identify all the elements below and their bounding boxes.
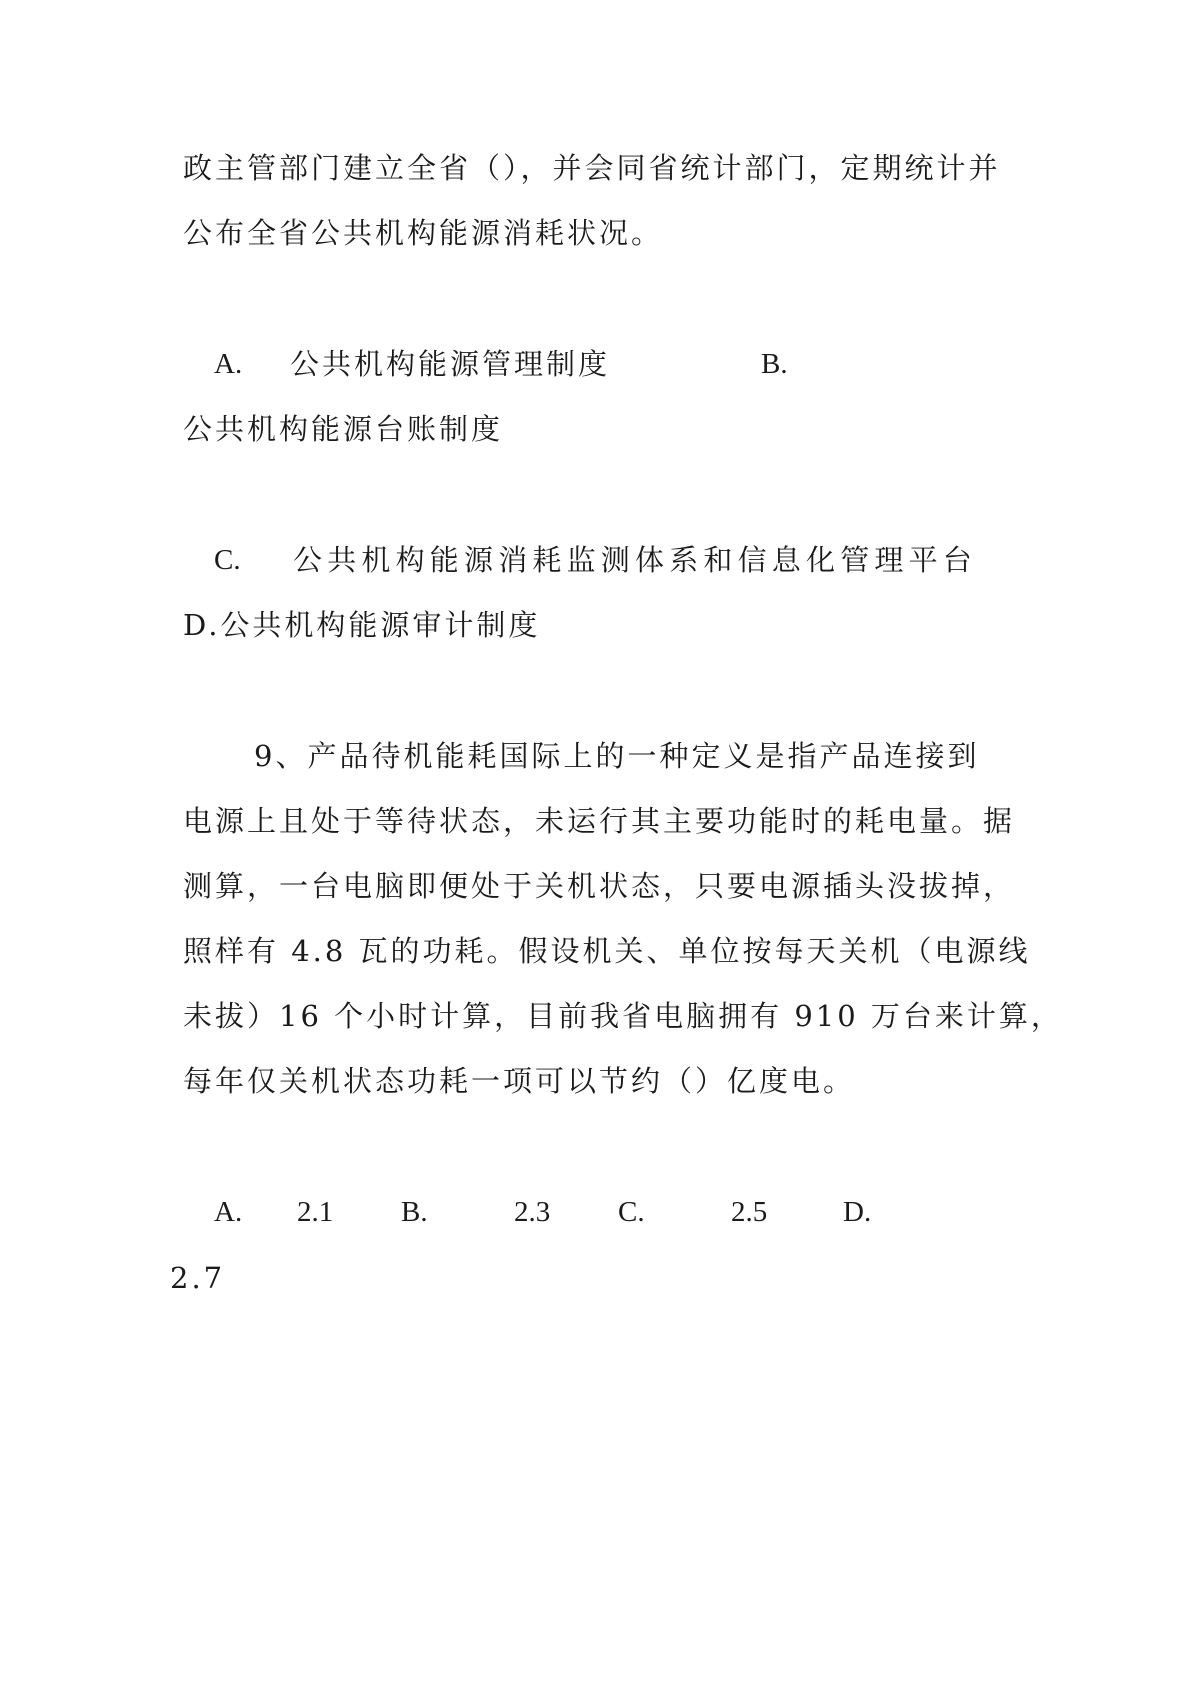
q9-stem-line-2: 电源上且处于等待状态，未运行其主要功能时的耗电量。据: [183, 804, 1016, 838]
q9-option-a-label: A.: [214, 1196, 243, 1228]
q9-option-d-value: 2.7: [170, 1261, 226, 1295]
q8-stem-line-2: 公布全省公共机构能源消耗状况。: [183, 216, 664, 250]
q8-option-a-label: A.: [214, 348, 243, 380]
q9-option-c-label: C.: [618, 1196, 645, 1228]
q9-option-b-label: B.: [401, 1196, 428, 1228]
q9-stem-line-1: 9、产品待机能耗国际上的一种定义是指产品连接到: [254, 739, 980, 773]
q9-option-c-value: 2.5: [731, 1196, 768, 1228]
q8-option-b-label: B.: [761, 348, 788, 380]
q9-option-b-value: 2.3: [514, 1196, 551, 1228]
q8-stem-line-1: 政主管部门建立全省（），并会同省统计部门，定期统计并: [183, 151, 1001, 185]
q8-option-c-label: C.: [214, 544, 241, 576]
q9-stem-line-4: 照样有 4.8 瓦的功耗。假设机关、单位按每天关机（电源线: [183, 934, 1031, 968]
q9-stem-line-6: 每年仅关机状态功耗一项可以节约（）亿度电。: [183, 1064, 856, 1098]
q8-option-c-text: 公共机构能源消耗监测体系和信息化管理平台: [293, 543, 978, 577]
q9-stem-line-3: 测算，一台电脑即便处于关机状态，只要电源插头没拔掉，: [183, 869, 1016, 903]
q8-option-a-text: 公共机构能源管理制度: [290, 347, 611, 381]
q9-option-d-label: D.: [843, 1196, 872, 1228]
q8-option-b-text: 公共机构能源台账制度: [183, 412, 504, 446]
q9-option-a-value: 2.1: [297, 1196, 334, 1228]
q8-option-d-text: D.公共机构能源审计制度: [183, 608, 541, 642]
q9-stem-line-5: 未拔）16 个小时计算，目前我省电脑拥有 910 万台来计算，: [183, 999, 1063, 1033]
